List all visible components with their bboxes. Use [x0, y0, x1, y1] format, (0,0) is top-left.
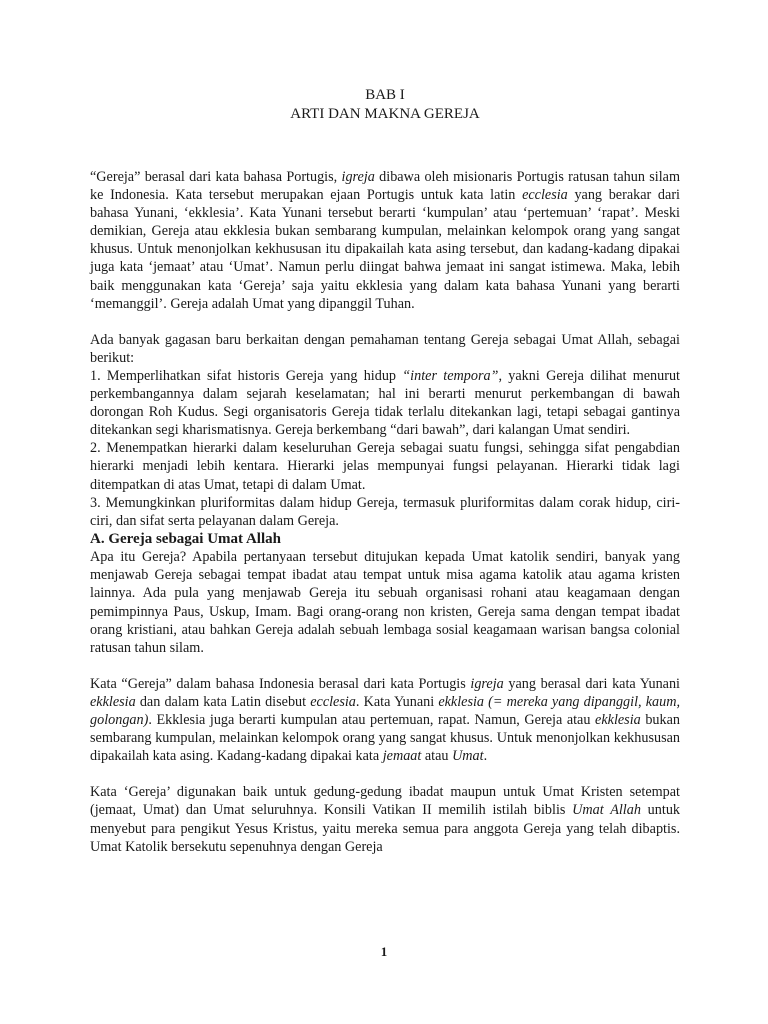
intro-text: “Gereja” berasal dari kata bahasa Portugis,	[90, 169, 342, 185]
italic-definition: ekklesia (= mereka yang dipanggil, kaum, golongan)	[90, 693, 680, 729]
ideas-item-1	[90, 367, 680, 439]
section-a-paragraph-2	[90, 675, 680, 765]
ideas-lead-paragraph: Ada banyak gagasan baru berkaitan dengan pemahaman tentang Gereja sebagai Umat Allah, sebagai berikut:	[90, 331, 680, 366]
paragraph-text: .	[483, 748, 488, 765]
paragraph-text: bukan sembarang kumpulan, melainkan kelompok orang yang sangat khusus. Untuk menonjolkan kekhususan dipakailah kata asing. Kadang-kadang dipakai kata	[90, 712, 680, 765]
chapter-heading	[90, 86, 680, 123]
ideas-item-text: 1. Memperlihatkan sifat historis Gereja yang hidup	[90, 367, 403, 384]
intro-italic-ecclesia: ecclesia	[522, 187, 568, 204]
italic-term: Umat Allah	[572, 802, 641, 819]
section-a-paragraph-3	[90, 783, 680, 855]
paragraph-text: . Kata Yunani	[355, 693, 439, 710]
italic-term: igreja	[470, 675, 504, 692]
section-a-title: A. Gereja sebagai Umat Allah	[90, 530, 281, 547]
intro-text: yang berakar dari bahasa Yunani, ‘ekklesia’. Kata Yunani tersebut berarti ‘kumpulan’ atau ‘pertemuan’ ‘rapat’. Meski demikian, Gereja atau ekklesia bukan sembarang kumpulan, melainkan kelompok orang yang sangat khusus. Untuk menonjolkan kekhususan itu dipakailah kata asing tersebut, dan kadang-kadang dipakai juga kata ‘jemaat’ atau ‘Umat’. Namun perlu diingat bahwa jemaat ini sangat istimewa. Maka, lebih baik menggunakan kata ‘Gereja’ saja yaitu ekklesia yang dalam kata bahasa Yunani yang berarti ‘memanggil’. Gereja adalah Umat yang dipanggil Tuhan.	[90, 187, 680, 312]
paragraph-text: yang berasal dari kata Yunani	[503, 675, 680, 692]
ideas-item-3: 3. Memungkinkan pluriformitas dalam hidup Gereja, termasuk pluriformitas dalam corak hidup, ciri-ciri, dan sifat serta pelayanan dalam Gereja.	[90, 494, 680, 529]
page-number: 1	[380, 944, 388, 959]
paragraph-text: untuk menyebut para pengikut Yesus Kristus, yaitu mereka semua para anggota Gereja yang telah dibaptis. Umat Katolik bersekutu sepenuhnya dengan Gereja	[90, 802, 681, 855]
ideas-italic-inter-tempora: “inter tempora”	[402, 367, 499, 384]
paragraph-text: dan dalam kata Latin disebut	[135, 693, 311, 710]
intro-italic-igreja: igreja	[341, 169, 375, 185]
paragraph-text: Kata “Gereja” dalam bahasa Indonesia berasal dari kata Portugis	[90, 675, 471, 692]
italic-term: jemaat	[382, 748, 422, 765]
chapter-title: ARTI DAN MAKNA GEREJA	[290, 105, 480, 122]
intro-text: dibawa oleh misionaris Portugis ratusan tahun silam ke Indonesia. Kata tersebut merupakan ejaan Portugis untuk kata latin	[90, 169, 680, 204]
chapter-number: BAB I	[365, 87, 405, 103]
italic-term: ekklesia	[90, 693, 136, 710]
italic-term: ecclesia	[310, 693, 356, 710]
paragraph-text: . Ekklesia juga berarti kumpulan atau pertemuan, rapat. Namun, Gereja atau	[148, 712, 596, 729]
document-page	[90, 86, 680, 856]
paragraph-text: Kata ‘Gereja’ digunakan baik untuk gedung-gedung ibadat maupun untuk Umat Kristen setempat (jemaat, Umat) dan Umat seluruhnya. Konsili Vatikan II memilih istilah biblis	[90, 784, 680, 819]
italic-term: ekklesia	[595, 712, 641, 729]
italic-term: Umat	[452, 748, 484, 765]
section-a-paragraph-1: Apa itu Gereja? Apabila pertanyaan tersebut ditujukan kepada Umat katolik sendiri, banyak yang menjawab Gereja sebagai tempat ibadat atau tempat untuk misa agama katolik atau agama kristen lainnya. Ada pula yang menjawab Gereja itu sebuah organisasi rohani atau keagamaan dengan pemimpinnya Paus, Uskup, Imam. Bagi orang-orang non kristen, Gereja sama dengan tempat ibadat orang kristiani, atau bahkan Gereja adalah sebuah lembaga sosial keagamaan warisan bangsa colonial ratusan tahun silam.	[90, 549, 680, 656]
intro-paragraph	[90, 168, 680, 313]
ideas-item-text: , yakni Gereja dilihat menurut perkembangannya dalam sejarah keselamatan; hal ini berarti menurut perkembangan di bawah dorongan Roh Kudus. Segi organisatoris Gereja tidak terlalu ditekankan lagi, tetapi sebagai gantinya ditekankan segi kharismatisnya. Gereja berkembang “dari bawah”, dari kalangan Umat sendiri.	[90, 367, 680, 439]
ideas-item-2: 2. Menempatkan hierarki dalam keseluruhan Gereja sebagai suatu fungsi, sehingga sifat pengabdian hierarki menjadi lebih kentara. Hierarki jelas mempunyai fungsi pelayanan. Hierarki tidak lagi ditempatkan di atas Umat, tetapi di dalam Umat.	[90, 440, 680, 493]
paragraph-text: atau	[421, 748, 453, 765]
